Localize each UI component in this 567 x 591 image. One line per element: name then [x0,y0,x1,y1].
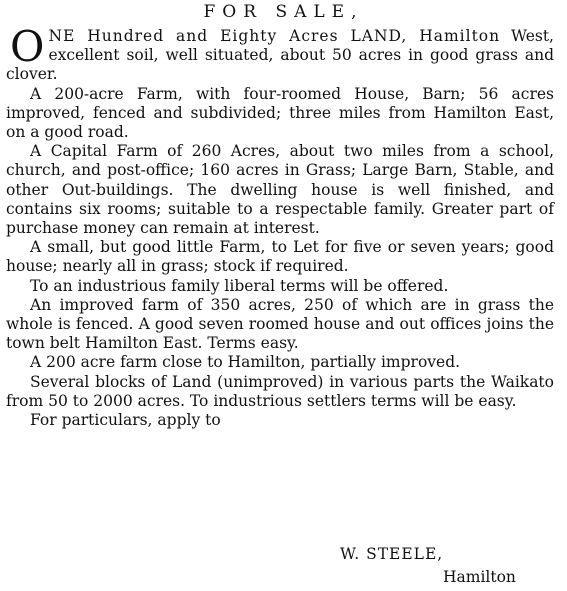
paragraph-lead-text: NE Hundred and Eighty Acres LAND, Hamilton [48,27,501,45]
paragraph-hundred-eighty-acres [6,22,554,85]
advert-heading: FOR SALE, [203,2,364,22]
paragraph-small-farm-to-let: A small, but good little Farm, to Let for five or seven years; good house; nearly all in grass; stock if required. [6,238,554,276]
paragraph-capital-farm: A Capital Farm of 260 Acres, about two miles from a school, church, and post-office; 160 acres in Grass; Large Barn, Stable, and other Out-buildings. The dwelling house is well finished, and contains six rooms; suitable to a respectable family. Greater part of purchase money can remain at interest. [6,142,554,238]
advert-body [6,22,554,430]
paragraph-rest-text: West, excellent soil, well situated, about 50 acres in good grass and clover. [6,27,554,84]
paragraph-apply-to: For particulars, apply to [30,411,221,430]
paragraph-improved-farm: An improved farm of 350 acres, 250 of which are in grass the whole is fenced. A good seven roomed house and out offices joins the town belt Hamilton East. Terms easy. [6,295,554,353]
paragraph-farm-near-hamilton: A 200 acre farm close to Hamilton, partially improved. [30,353,461,372]
paragraph-200-acre-farm: A 200-acre Farm, with four-roomed House, Barn; 56 acres improved, fenced and subdivided; three miles from Hamilton East, on a good road. [6,84,554,142]
paragraph-blocks-of-land: Several blocks of Land (unimproved) in various parts the Waikato from 50 to 2000 acres. To industrious settlers terms will be easy. [6,372,554,410]
advertiser-name: W. STEELE, [340,545,444,563]
paragraph-liberal-terms: To an industrious family liberal terms will be offered. [30,276,449,295]
advertiser-place: Hamilton [443,568,516,586]
drop-cap: O [10,22,45,71]
